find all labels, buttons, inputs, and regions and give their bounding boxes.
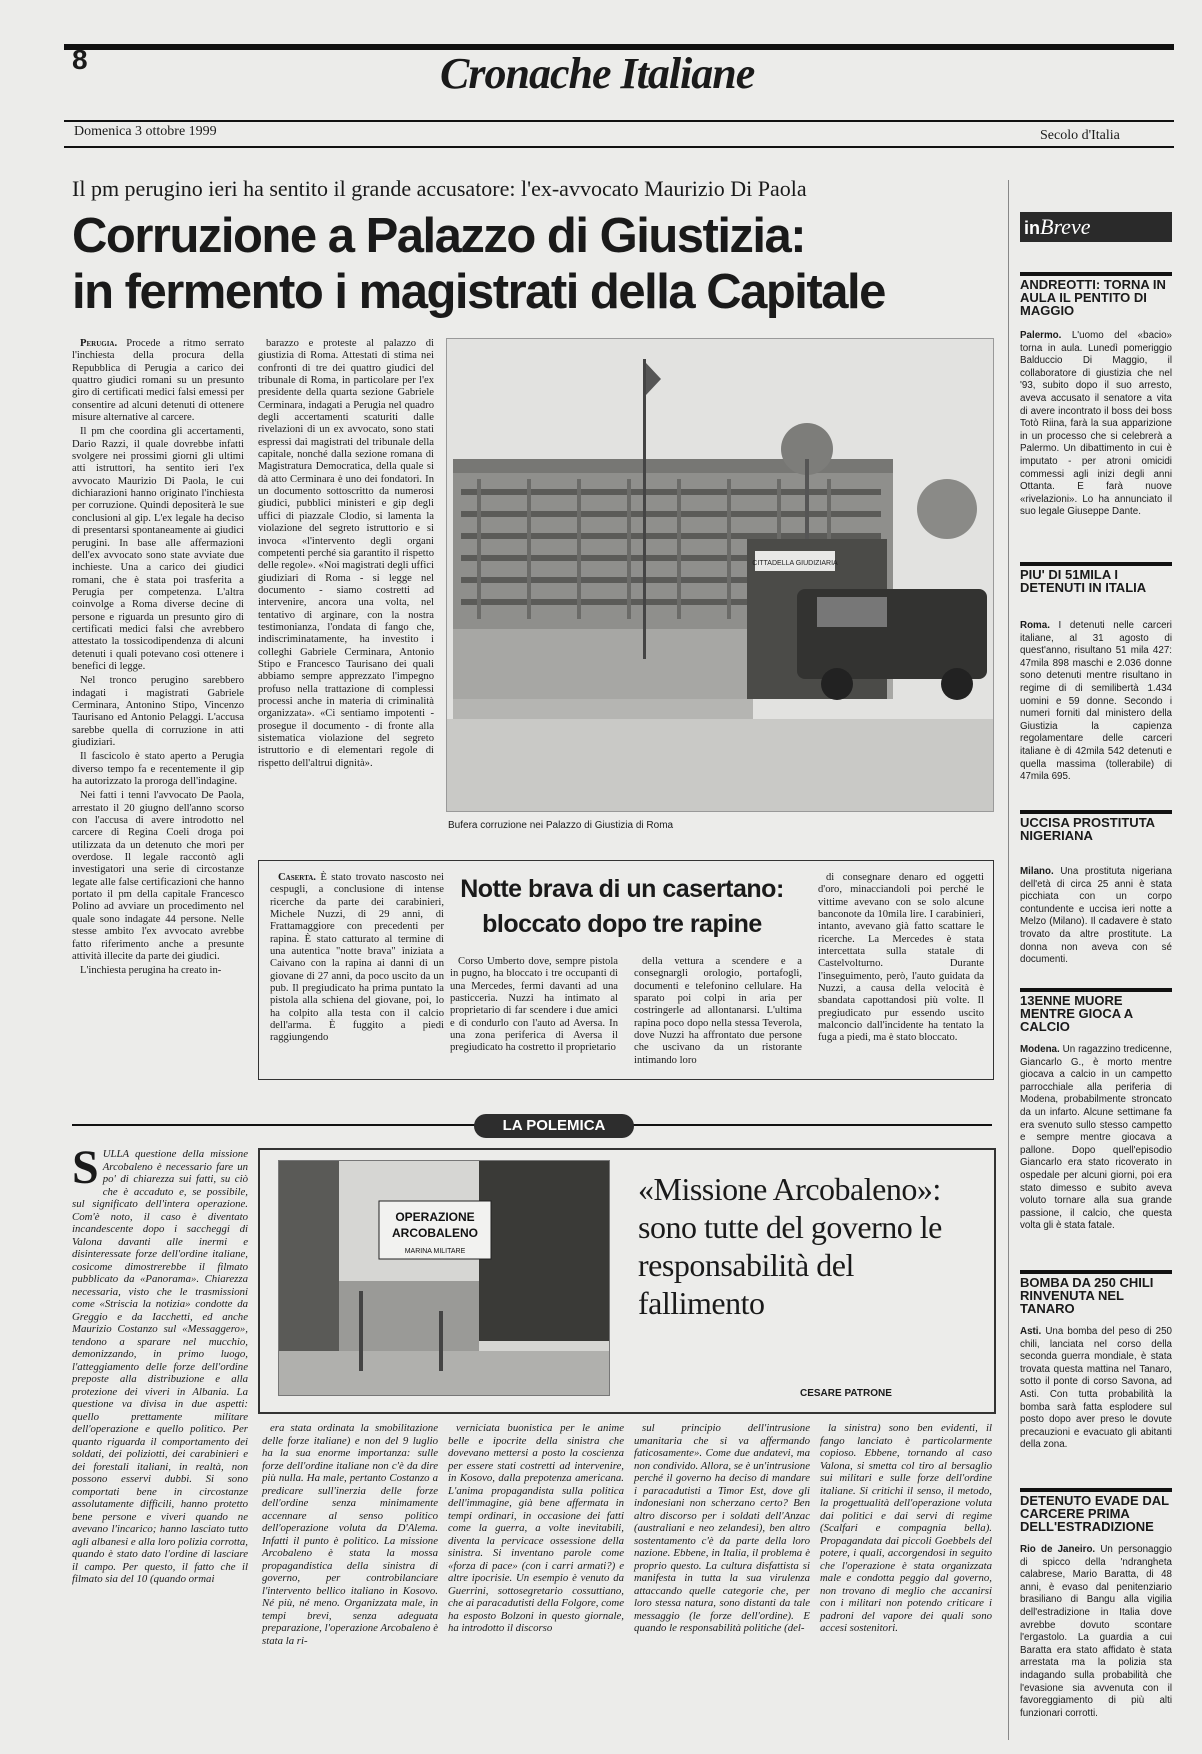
box-column-2 [450,956,618,1072]
brief-text: L'uomo del «bacio» torna in aula. Lunedì pomeriggio Balduccio Di Maggio, il collaboratore di giustizia che nel '93, subito dopo il suo arresto, aveva accusato il senatore a vita di avere incontrato il boss dei boss Totò Riina, farà la sua apparizione in un processo che si celebrerà a Palermo. Un dibattimento in cui è imputato - per atroni omicidi commessi agli inizi degli anni Ottanta. E farà nuove «rivelazioni». Lo ha annunciato il suo legale Giuseppe Dante. [1020,330,1172,518]
headline-line-2: in fermento i magistrati della Capitale [72,265,885,319]
polemica-column-4 [634,1422,810,1732]
box-column-3 [634,956,802,1072]
story-paragraph: barazzo e proteste al palazzo di giustizia di Roma. Attestati di stima nei confronti di tre dei quattro giudici del tribunale di Roma, in particolare per l'ex presidente della quarta sezione Gabriele Cerminara, indagati a Perugia nel quadro degli accertamenti scaturiti dalle rivelazioni di un ex avvocato, sono stati espressi dai magistrati del tribunale della capitale, nonché dalla sezione romana di Magistratura Democratica, della quale si dà atto Cerminara è uno dei fondatori. In un documento sottoscritto da numerosi giudici, pubblici ministeri e gip degli uffici di piazzale Clodio, si lamenta la violazione del segreto istruttorio e si invoca «l'intervento degli organi competenti perché sia garantito il rispetto delle regole». «Noi magistrati degli uffici giudiziari di Roma - si legge nel documento - siamo costretti ad intervenire, ancora una volta, nel tentativo di arginare, con la nostra testimonianza, l'ondata di fango che, indiscriminatamente, ha investito i colleghi Gabriele Cerminara, Antonio Stipo e Francesco Taurisano dei quali abbiamo sempre apprezzato l'impegno profuso nella trattazione di complessi processi anche in materia di criminalità organizzata». «Ci sentiamo impotenti - prosegue il documento - di fronte alla sistematica violazione del segreto istruttorio e di elementari regole di rispetto dell'altrui dignità». [258,338,434,769]
arcobaleno-photo [278,1160,610,1396]
polemica-paragraph: verniciata buonistica per le anime belle e ipocrite della sinistra che dovevano mettersi a posto la coscienza per essere stati costretti ad intervenire, in Kosovo, dalla prepotenza americana. L'anima propagandista sulla politica dell'immagine, già bene affermata in tempi ordinari, in occasione dei fatti come la guerra, a volte inevitabili, diventa la pervicace ossessione della sinistra. Si inventano parole come «forza di pace» (con i carri armati?) e altre ipocrisie. Un esempio è venuto da Guerrini, sottosegretario cossuttiano, che ai paracadutisti della Folgore, come ha esposto Bolzoni in questo giornale, ha introdotto il discorso [448,1422,624,1634]
box-paragraph: Corso Umberto dove, sempre pistola in pugno, ha bloccato i tre occupanti di una Mercedes, fermi davanti ad una pasticceria. Nuzzi ha intimato al proprietario di far scendere i due amici e di condurlo con l'auto ad Aversa. In una zona periferica di Aversa il pregiudicato ha costretto il proprietario [450,956,618,1054]
polemica-intro-text: chiarezza sui fatti, su ciò che è accaduto e, se possibile, sul significato dell'intera operazione. Com'è noto, il caso è diventato incandescente dopo i saccheggi di Valona davanti alle inermi e disinteressate forze dell'ordine italiane, cosicome dimostrerebbe il filmato pubblicato da «Panorama». Chiarezza necessaria, visto che le trasmissioni come «Striscia la notizia» condotte da Greggio e da Iacchetti, ed anche Maurizio Costanzo sul «Messaggero», tendono a sparare nel mucchio, demonizzando, in primo luogo, l'atteggiamento delle forze dell'ordine preposte alla distribuzione e alla protezione dei viveri in Albania. La questione va divisa in due aspetti: quello prettamente militare dell'operazione e quello politico. Per quanto riguarda il comportamento dei soldati, dei poliziotti, dei carabinieri e dei forestali italiani, in realtà, non possono esservi dubbi. Si sono comportati bene in circostanze assolutamente difficili, hanno protetto bene persone e viveri quando ne avevano l'incarico; hanno lasciato tutto agli albanesi e alla loro polizia corrotta, quando è stato dato l'ordine di lasciare il campo. Per questo, il fatto che il filmato sia del 10 (quando ormai [72,1173,248,1585]
headline-line-1: Corruzione a Palazzo di Giustizia: [72,209,806,263]
brief-title: PIU' DI 51MILA I DETENUTI IN ITALIA [1020,567,1147,595]
polemica-column-2 [262,1422,438,1732]
box-column-4 [818,872,984,1072]
brief-body [1020,1044,1172,1258]
brief-dateline: Palermo. [1020,330,1062,341]
brief-dateline: Asti. [1020,1326,1042,1337]
brief-title: UCCISA PROSTITUTA NIGERIANA [1020,815,1155,843]
story-paragraph: Procede a ritmo serrato l'inchiesta della procura della Repubblica di Perugia a carico dei quattro giudici romani su un presunto giro di certificati medici falsi emessi per consentire ad alcuni detenuti di ottenere misure alternative al carcere. [72,338,244,424]
story-kicker: Il pm perugino ieri ha sentito il grande accusatore: l'ex-avvocato Maurizio Di Paola [72,176,807,201]
brief-body [1020,866,1172,978]
page-number: 8 [72,44,88,75]
story-paragraph: Nel tronco perugino sarebbero indagati i magistrati Gabriele Cerminara, Antonino Stipo, Vincenzo Taurisano ed Antonio Pelaggi. L'accusa sarebbe quella di corruzione in atti giudiziari. [72,675,244,748]
story-paragraph: Nei fatti i tenni l'avvocato De Paola, arrestato il 20 giugno dell'anno scorso con l'accusa di avere introdotto nel carcere di Regina Coeli droga poi utilizzata da un detenuto che morì per overdose. Il legale raccontò agli investigatori una serie di circostanze legate alle false certificazioni che hanno portato il pm della capitale Francesco Polino ad avviare un procedimento nel quale sono indagate 44 persone. Nelle stesse ambito l'ex avvocato avrebbe fatto riferimento anche a presunte attività illecite da parte dei giudici. [72,790,244,962]
box-headline-line-1: Notte brava di un casertano: [460,875,784,903]
dropcap: S [72,1141,99,1194]
story-paragraph: Il pm che coordina gli accertamenti, Dario Razzi, il quale dovrebbe infatti svolgere nei prossimi giorni gli ultimi atti istruttori, ha sentito ieri l'ex avvocato Maurizio Di Paola, le cui dichiarazioni hanno originato l'inchiesta per corruzione. Quindi depositerà le sue conclusioni al gip. L'ex legale ha deciso di presentarsi spontaneamente ai giudici perugini. In base alle affermazioni dell'ex avvocato sono state avviate due inchieste. Una a carico dei giudici romani, che è stata poi trasferita a Perugia per competenza. L'altra coinvolge a Roma diverse decine di persone e riguarda un presunto giro di certificati medici falsi che avrebbero attestato la tossicodipendenza di alcuni detenuti i quali potevano così ottenere i benefici di legge. [72,426,244,672]
box-paragraph: della vettura a scendere e a consegnargli orologio, portafogli, documenti e telefonino cellulare. Ha sparato poi colpi in aria per costringerle ad allontanarsi. L'ultima rapina poco dopo nella stessa Teverola, dove Nuzzi ha affrontato due persone che uscivano da un ristorante intimando loro [634,956,802,1066]
main-story-column-2 [258,338,434,834]
story-paragraph: Il fascicolo è stato aperto a Perugia diverso tempo fa e recentemente il gip ha autorizzato la proroga dell'indagine. [72,751,244,788]
brief-body [1020,620,1172,798]
section-title: Cronache Italiane [440,49,755,98]
sign-line-2: ARCOBALENO [392,1226,478,1240]
story-paragraph: L'inchiesta perugina ha creato in- [80,965,222,977]
story-dateline: Perugia. [80,338,118,349]
sidebar-title-in: in [1024,218,1040,238]
polemica-author: CESARE PATRONE [800,1388,892,1399]
polemica-intro-column [72,1141,248,1585]
brief-text: Un personaggio di spicco della 'ndrangheta calabrese, Mario Baratta, di 48 anni, è evaso dal penitenziario brasiliano di Bangu alla vigilia dell'estradizione in Italia dove avrebbe dovuto scontare l'ergastolo. La guardia a cui Baratta era stato affidato è stata arrestata ma la polizia sta indagando sulla probabilità che l'evasione sia avvenuta con il favoreggiamento di più alti funzionari corrotti. [1020,1544,1172,1719]
sidebar-item-rule [1020,988,1172,992]
brief-dateline: Modena. [1020,1044,1060,1055]
polemica-column-5 [820,1422,992,1732]
box-headline-line-2: bloccato dopo tre rapine [482,910,762,938]
header-bottom-rule [64,146,1174,148]
story-headline [72,208,992,320]
brief-title: BOMBA DA 250 CHILI RINVENUTA NEL TANARO [1020,1275,1154,1316]
polemica-column-3 [448,1422,624,1732]
box-headline [452,872,792,942]
sign-line-3: MARINA MILITARE [404,1248,466,1255]
polemica-headline: «Missione Arcobaleno»: sono tutte del governo le responsabilità del fallimento [638,1171,942,1321]
newspaper-name: Secolo d'Italia [1040,128,1120,143]
courthouse-illustration [447,339,993,811]
brief-dateline: Roma. [1020,620,1050,631]
box-paragraph: di consegnare denaro ed oggetti d'oro, minacciandoli poi perché le vittime avevano con se solo alcune banconote da 10mila lire. I carabinieri, intanto, avevano già fatto scattare le ricerche. La Mercedes è stata intercettata sulla statale di Castelvolturno. Durante l'inseguimento, però, l'auto guidata da Nuzzi, a causa della velocità è sbandata capottandosi più volte. Il pregiudicato pur essendo uscito malconcio dall'incidente ha tentato la fuga a piedi, ma è stato bloccato. [818,872,984,1044]
main-story-column-1 [72,338,244,1082]
courthouse-photo [446,338,994,812]
sidebar-item-rule [1020,1270,1172,1274]
brief-text: Una prostituta nigeriana dell'età di circa 25 anni è stata picchiata con un corpo contundente e uccisa ieri notte a Melzo (Milano). Il cadavere è stato trovato da altre prostitute. La donna non aveva con sé documenti. [1020,866,1172,966]
sidebar-title-breve: Breve [1040,214,1091,239]
polemica-paragraph: sul principio dell'intrusione umanitaria che si va affermando faticosamente». Come due andatevi, ma non condivido. Allora, se è un'intrusione perché il governo ha deciso di mandare i paracadutisti a Timor Est, dove gli indonesiani non scherzano certo? Ben altro discorso per i soldati dell'Anzac (australiani e neo zelandesi), ben altro sostentamento c'è da parte della loro nazione. Ebbene, in Italia, il problema è proprio questo. La cultura disfattista si manifesta in tutta la sua virulenza attaccando quelle categorie che, per loro stessa natura, sono distanti da tale messaggio (le forze dell'ordine). E quando le responsabilità politiche (del- [634,1422,810,1634]
sidebar-item-rule [1020,1488,1172,1492]
courthouse-sign-text: CITTADELLA GIUDIZIARIA [752,560,838,567]
sidebar-item-rule [1020,810,1172,814]
brief-body [1020,1544,1172,1740]
sidebar-title [1020,212,1172,242]
box-column-1 [270,872,444,1072]
brief-dateline: Milano. [1020,866,1054,877]
polemica-paragraph: era stata ordinata la smobilitazione delle forze italiane) e non del 9 luglio ha la sua enorme importanza: sulle forze dell'ordine italiane non c'è da dire più nulla. Ha male, pertanto Costanzo a predicare sull'inerzia delle forze dell'ordine senza minimamente accennare al senso politico dell'operazione voluta da D'Alema. Infatti il punto è politico. La missione Arcobaleno è stata la mossa propagandistica della sinistra di governo, per controbilanciare l'intervento bellico italiano in Kosovo. Né più, né meno. Organizzata male, in tempi brevi, senza adeguata preparazione, l'operazione Arcobaleno è stata la ri- [262,1422,438,1647]
brief-text: Un ragazzino tredicenne, Giancarlo G., è morto mentre giocava a calcio in un campetto parrocchiale alla periferia di Modena, probabilmente stroncato da un infarto. Alcune settimane fa era svenuto sullo stesso campetto e sempre mentre giocava a pallone. Dopo quell'episodio Giancarlo era stato ricoverato in ospedale per alcuni giorni, poi era stato dimesso e subito aveva voluto tornare alla sua grande passione, il calcio, che questa volta gli è stata fatale. [1020,1044,1172,1232]
sign-line-1: OPERAZIONE [395,1210,475,1224]
issue-date: Domenica 3 ottobre 1999 [74,124,217,139]
sidebar-item-rule [1020,562,1172,566]
photo-caption: Bufera corruzione nei Palazzo di Giustizia di Roma [448,820,674,831]
sidebar-item-rule [1020,272,1172,276]
brief-title: ANDREOTTI: TORNA IN AULA IL PENTITO DI MAGGIO [1020,277,1166,318]
brief-text: I detenuti nelle carceri italiane, al 31 agosto di quest'anno, risultano 51 mila 427: 47mila 898 maschi e 2.036 donne sono detenuti mentre risultano in regime di di semilibertà 1.434 uomini e 59 donne. Secondo i numeri forniti dal ministero della Giustizia la capienza regolamentare delle carceri italiane è di 42mila 542 detenuti e quella massima (tollerabile) di 47mila 695. [1020,620,1172,783]
brief-text: Una bomba del peso di 250 chili, lanciata nel corso della seconda guerra mondiale, è stata trovata questa mattina nel Tanaro, sotto il ponte di corso Savona, ad Asti. Con tutta probabilità la bomba sarà fatta esplodere sul posto dopo aver preso le dovute precauzioni e evacuato gli abitanti della zona. [1020,1326,1172,1451]
brief-body [1020,1326,1172,1478]
header-rule [64,120,1174,122]
brief-title: DETENUTO EVADE DAL CARCERE PRIMA DELL'ESTRADIZIONE [1020,1493,1169,1534]
polemica-intro-first: ULLA questione della missione Arcobaleno è necessario fare un po' di [102,1148,248,1185]
box-paragraph: È stato trovato nascosto nei cespugli, a conclusione di intense ricerche da parte dei carabinieri, Michele Nuzzi, di 29 anni, di Frattamaggiore con precedenti per rapina. È stato catturato al termine di una autentica "notte brava" iniziata a Caivano con la rapina ai danni di un giovane di 27 anni, da poco uscito da un pub. Il pregiudicato ha prima puntato la pistola alla schiena del giovane, poi, lo ha colpito alla testa con il calcio dell'arma. È fuggito a piedi raggiungendo [270,872,444,1044]
arcobaleno-illustration [279,1161,609,1395]
polemica-label: LA POLEMICA [474,1114,634,1138]
brief-body [1020,330,1172,552]
brief-title: 13ENNE MUORE MENTRE GIOCA A CALCIO [1020,993,1133,1034]
polemica-paragraph: la sinistra) sono ben evidenti, il fango lanciato è particolarmente copioso. Ebbene, tornando al caso Valona, si smetta col tiro al bersaglio sui militari e sulle forze dell'ordine italiane. Si critichi il senso, il metodo, la progettualità dell'operazione voluta dai politici e dai servi di regime (Scalfari e compagnia bella). Propagandata dai piccoli Goebbels del potere, i quali, accorgendosi in seguito che l'operazione è stata organizzata male e condotta peggio dal governo, non trovano di meglio che accanirsi con i militari non potendo criticare i padroni del vapore dei quali sono accesi sostenitori. [820,1422,992,1634]
box-dateline: Caserta. [278,872,316,883]
brief-dateline: Rio de Janeiro. [1020,1544,1096,1555]
